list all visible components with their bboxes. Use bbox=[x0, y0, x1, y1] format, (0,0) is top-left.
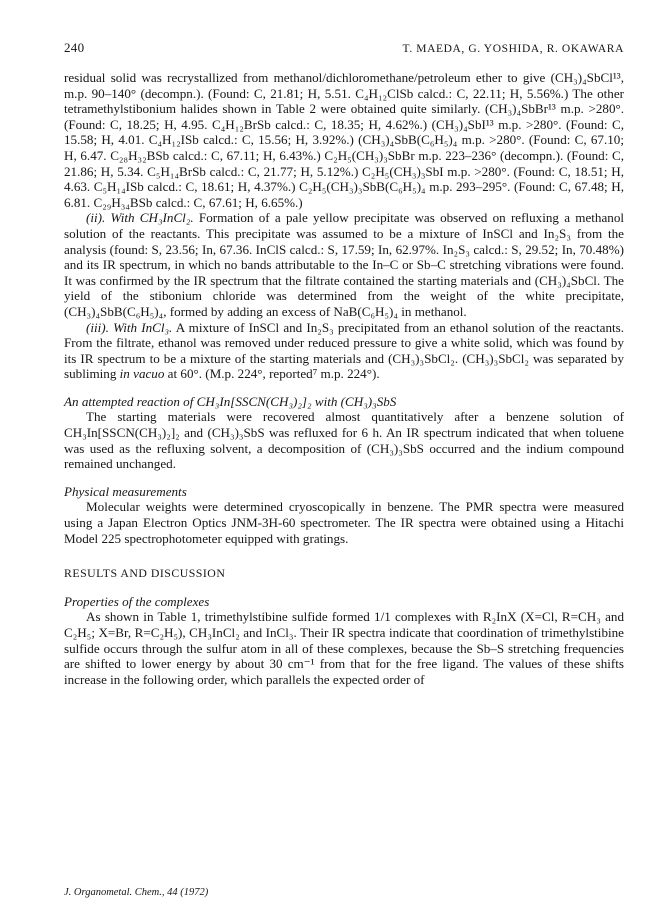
paragraph-attempted-reaction: The starting materials were recovered almost quantitatively after a benzene solution of CH₃In[SSCN(CH₃)₂]₂ and (CH₃)₃SbS was refluxed for 6 h. An IR spectrum indicated that when toluene was used as the refluxing solvent, a decomposition of (CH₃)₃SbS occurred and the indium compound remained unchanged. bbox=[64, 409, 624, 472]
paragraph-analysis: residual solid was recrystallized from methanol/dichloromethane/petroleum ether to give (CH₃)₄SbCl¹³, m.p. 90–140° (decompn.). (Found: C, 21.81; H, 5.51. C₄H₁₂ClSb calcd.: C, 22.11; H, 5.56%.) The other tetramethylstibonium halides shown in Table 2 were obtained quite similarly. (CH₃)₄SbBr¹³ m.p. >280°. (Found: C, 18.25; H, 4.95. C₄H₁₂BrSb calcd.: C, 18.35; H, 4.62%.) (CH₃)₄SbI¹³ m.p. >280°. (Found: C, 15.58; H, 4.01. C₄H₁₂ISb calcd.: C, 15.56; H, 3.92%.) (CH₃)₄SbB(C₆H₅)₄ m.p. >280°. (Found: C, 67.10; H, 6.47. C₂₈H₃₂BSb calcd.: C, 67.11; H, 6.43%.) C₂H₅(CH₃)₃SbBr m.p. 223–236° (decompn.). (Found: C, 21.86; H, 5.34. C₅H₁₄BrSb calcd.: C, 21.77; H, 5.12%.) C₂H₅(CH₃)₃SbI m.p. >280°. (Found: C, 18.51; H, 4.63. C₅H₁₄ISb calcd.: C, 18.61; H, 4.37%.) C₂H₅(CH₃)₃SbB(C₆H₅)₄ m.p. 293–295°. (Found: C, 67.48; H, 6.81. C₂₉H₃₄BSb calcd.: C, 67.61; H, 6.65%.) bbox=[64, 70, 624, 210]
section-heading-physical-measurements: Physical measurements bbox=[64, 483, 187, 499]
paragraph-label: (iii). With InCl₃. bbox=[86, 319, 173, 335]
paragraph-properties: As shown in Table 1, trimethylstibine sulfide formed 1/1 complexes with R₂InX (X=Cl, R=CH₃ and C₂H₅; X=Br, R=C₂H₅), CH₃InCl₂ and InCl₃. Their IR spectra indicate that coordination of trimethylstibine sulfide occurs through the sulfur atom in all of these complexes, because the Sb–S stretching frequencies are shifted to lower energy by about 30 cm⁻¹ from that for the free ligand. The values of these shifts increase in the following order, which parallels the expected order of bbox=[64, 609, 624, 687]
running-header bbox=[64, 40, 624, 56]
section-heading-results: RESULTS AND DISCUSSION bbox=[64, 566, 226, 581]
page bbox=[64, 40, 624, 687]
paragraph-text: A mixture of InSCl and In₂S₃ precipitated from an ethanol solution of the reactants. From the filtrate, ethanol was removed under reduced pressure to give a white solid, which was found by its IR spectrum to be a mixture of the starting materials and (CH₃)₃SbCl₂. (CH₃)₃SbCl₂ was separated by subliming bbox=[64, 319, 624, 382]
paragraph-italic-term: in vacuo bbox=[119, 366, 165, 382]
section-heading-attempted-reaction: An attempted reaction of CH₃In[SSCN(CH₃)₂]₂ with (CH₃)₃SbS bbox=[64, 393, 397, 409]
paragraph-incl3 bbox=[64, 320, 624, 382]
paragraph-text-tail: at 60°. (M.p. 224°, reported⁷ m.p. 224°). bbox=[164, 366, 380, 382]
page-number: 240 bbox=[64, 40, 85, 55]
section-heading-properties: Properties of the complexes bbox=[64, 593, 210, 609]
paragraph-text: Formation of a pale yellow precipitate was observed on refluxing a methanol solution of the reactants. This precipitate was assumed to be a mixture of InSCl and In₂S₃ from the analysis (found: S, 23.56; In, 67.36. InClS calcd.: S, 17.59; In, 62.97%. In₂S₃ calcd.: S, 29.52; In, 70.48%) and its IR spectrum, in which no bands attributable to the In–C or Sb–C stretching vibrations were found. It was confirmed by the IR spectrum that the filtrate contained the starting materials and (CH₃)₄SbCl. The yield of the stibonium chloride was determined from the weight of the white precipitate, (CH₃)₄SbB(C₆H₅)₄, formed by adding an excess of NaB(C₆H₅)₄ in methanol. bbox=[64, 210, 625, 319]
journal-citation: J. Organometal. Chem., 44 (1972) bbox=[64, 887, 209, 898]
paragraph-label: (ii). With CH₃InCl₂. bbox=[86, 210, 194, 226]
running-authors: T. MAEDA, G. YOSHIDA, R. OKAWARA bbox=[402, 43, 624, 55]
paragraph-physical-measurements: Molecular weights were determined cryoscopically in benzene. The PMR spectra were measured using a Japan Electron Optics JNM-3H-60 spectrometer. The IR spectra were obtained using a Hitachi Model 225 spectrophotometer equipped with gratings. bbox=[64, 499, 624, 546]
paragraph-ch3incl2 bbox=[64, 210, 624, 319]
